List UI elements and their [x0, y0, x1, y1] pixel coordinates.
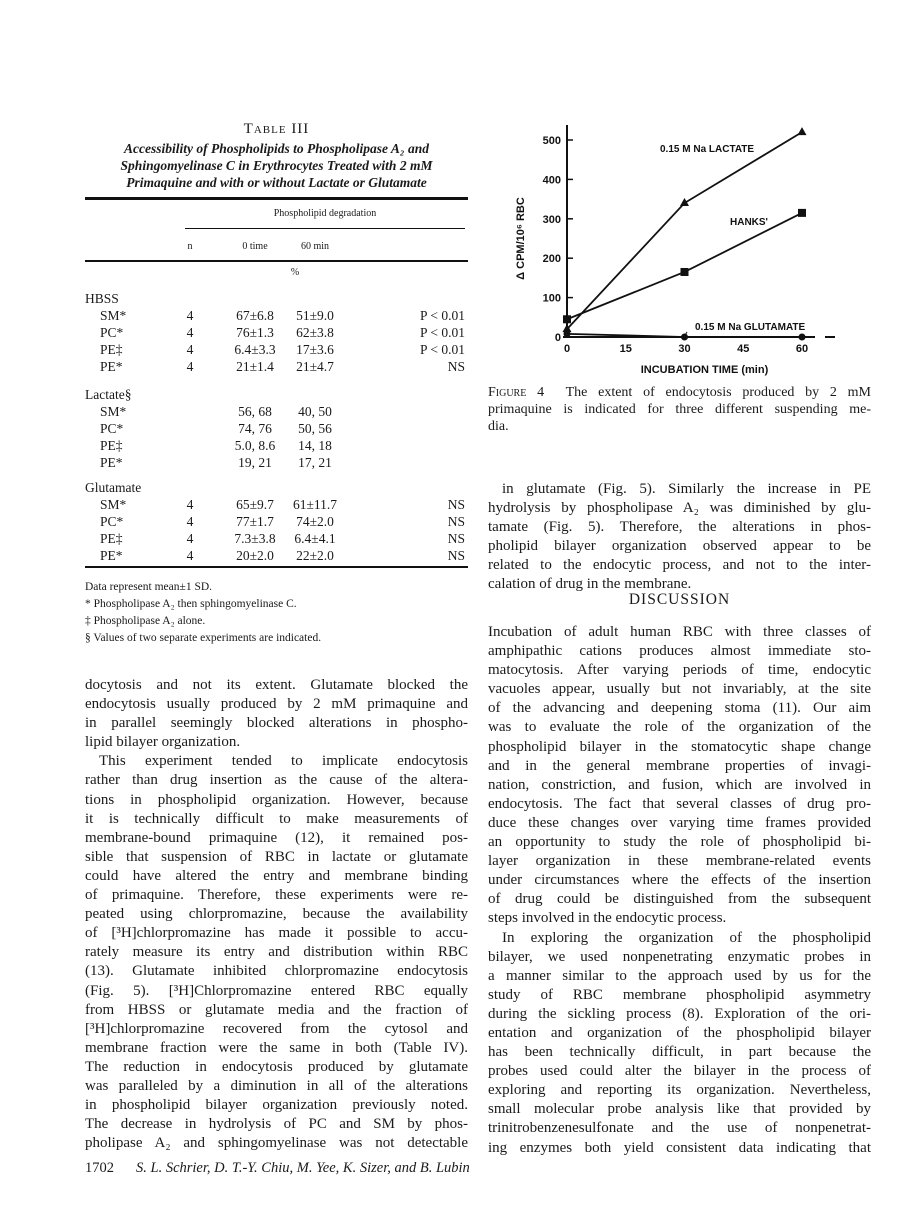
- text-line: pholipase A₂ and sphingomyelinase was not detectable: [85, 1135, 468, 1152]
- text-line: The decrease in hydrolysis of PC and SM by phos-: [85, 1116, 468, 1133]
- y-tick-label: 300: [542, 213, 561, 226]
- text-line: bilayer, we used nonpenetrating enzymatic probes in: [488, 948, 871, 965]
- table-cell-60-min: 40, 50: [298, 404, 332, 419]
- figure-caption-line: primaquine is indicated for three different suspending me-: [488, 402, 871, 417]
- table-cell-0-time: 21±1.4: [236, 359, 274, 374]
- text-line: layer organization in these membrane-related events: [488, 853, 871, 870]
- text-line: in phospholipid bilayer organization previously noted.: [85, 1097, 468, 1114]
- table-cell-60-min: 14, 18: [298, 438, 332, 453]
- x-tick-label: 30: [678, 343, 691, 355]
- text-line: study of RBC membrane phospholipid asymmetry: [488, 986, 871, 1003]
- table-cell-60-min: 51±9.0: [296, 308, 334, 323]
- text-line: an opportunity to study the role of phospholipid bi-: [488, 834, 871, 851]
- y-tick-label: 500: [542, 135, 561, 147]
- text-line: The reduction in endocytosis produced by glutamate: [85, 1058, 468, 1075]
- table-title-number: III: [291, 121, 310, 137]
- table-cell-60-min: 6.4±4.1: [294, 531, 336, 546]
- table-row-label: PE*: [100, 455, 123, 470]
- text-line: phospholipid bilayer in the stomatocytic shape change: [488, 738, 871, 755]
- text-line: sible that suspension of RBC in lactate or glutamate: [85, 848, 468, 865]
- table-cell-60-min: 17, 21: [298, 455, 332, 470]
- data-point-square: [681, 268, 689, 276]
- series-label: HANKS': [730, 217, 768, 228]
- series-label: 0.15 M Na GLUTAMATE: [695, 322, 806, 333]
- table-cell-p: NS: [447, 497, 465, 512]
- figure-caption: [488, 384, 871, 435]
- table-cell-60-min: 74±2.0: [296, 514, 334, 529]
- table-cell-60-min: 61±11.7: [292, 497, 338, 512]
- text-line: has been technically difficult, in part because the: [488, 1044, 871, 1061]
- table-footnote: § Values of two separate experiments are indicated.: [85, 632, 322, 644]
- text-line: amphipathic cations produces almost immediate sto-: [488, 643, 871, 660]
- table-caption-line: Accessibility of Phospholipids to Phospholipase A₂ and: [124, 141, 429, 156]
- text-line: hydrolysis by phospholipase A₂ was diminished by glu-: [488, 500, 871, 517]
- table-row-label: SM*: [100, 404, 127, 419]
- table-cell-60-min: 17±3.6: [296, 342, 334, 357]
- table-caption: [85, 140, 468, 191]
- table-cell-p: P < 0.01: [420, 308, 465, 323]
- y-tick-label: 0: [554, 332, 561, 344]
- page-number: 1702: [85, 1160, 114, 1176]
- data-point-circle: [564, 330, 571, 337]
- text-line: from HBSS or glutamate media and the fraction of: [85, 1001, 468, 1018]
- y-tick-label: 200: [542, 253, 561, 266]
- text-line: membrane-bound primaquine (12), it remained pos-: [85, 829, 468, 846]
- text-line: steps involved in the endocytic process.: [488, 910, 727, 927]
- table-footnote: Data represent mean±1 SD.: [85, 581, 213, 593]
- y-tick-label: 400: [542, 174, 561, 187]
- text-line: ing enzymes both yield consistent data indicating that: [488, 1139, 871, 1156]
- table-cell-60-min: 21±4.7: [296, 359, 334, 374]
- text-line: was paralleled by a diminution in all of the alterations: [85, 1077, 468, 1094]
- table-cell-0-time: 74, 76: [238, 421, 272, 436]
- table-cell-n: 4: [186, 308, 194, 323]
- figure-caption-label: Figure 4: [488, 385, 545, 400]
- table-cell-p: P < 0.01: [420, 342, 465, 357]
- text-line: endocytosis. The fact that several classes of drug pro-: [488, 795, 871, 812]
- table-cell-0-time: 6.4±3.3: [234, 342, 276, 357]
- text-line: probes used could alter the bilayer in the process of: [488, 1063, 871, 1080]
- table-cell-0-time: 77±1.7: [236, 514, 274, 529]
- text-line: pholipid bilayer organization observed appear to be: [488, 538, 871, 555]
- table-cell-n: 4: [186, 531, 194, 546]
- text-line: it is technically difficult to make measurements of: [85, 810, 468, 827]
- text-line: tamate (Fig. 5). Therefore, the alterations in phos-: [488, 519, 871, 536]
- table-top-rule: [85, 197, 468, 200]
- text-line: was to evaluate the role of the organization of the: [488, 719, 871, 736]
- table-row-label: PE*: [100, 359, 123, 374]
- left-column-text: [85, 676, 468, 1153]
- table-cell-0-time: 76±1.3: [236, 325, 274, 340]
- table-row-label: PE‡: [100, 531, 123, 546]
- x-tick-label: 60: [795, 343, 809, 355]
- table-unit: %: [290, 267, 300, 278]
- table-caption-line: Sphingomyelinase C in Erythrocytes Treated with 2 mM: [120, 158, 433, 173]
- table-title: [85, 121, 468, 138]
- table-cell-p: NS: [447, 514, 465, 529]
- right-column-text-top: [488, 480, 871, 595]
- text-line: endocytosis usually produced by 2 mM primaquine and: [85, 696, 468, 713]
- text-line: in glutamate (Fig. 5). Similarly the increase in PE: [502, 481, 871, 497]
- text-line: (13). Glutamate inhibited chlorpromazine endocytosis: [85, 963, 468, 980]
- text-line: (Fig. 5). [³H]Chlorpromazine entered RBC equally: [85, 982, 468, 999]
- table-row-label: PE‡: [100, 342, 123, 357]
- text-line: during the sickling process (8). Exploration of the ori-: [488, 1005, 871, 1022]
- table-header-rule: [85, 260, 468, 262]
- text-line: of [³H]chlorpromazine has made it possible to accu-: [85, 925, 468, 942]
- text-line: Incubation of adult human RBC with three classes of: [488, 624, 871, 640]
- x-axis-title: INCUBATION TIME (min): [640, 364, 769, 376]
- figure-caption-line: dia.: [488, 419, 509, 434]
- table-section-label: HBSS: [85, 291, 119, 306]
- text-line: docytosis and not its extent. Glutamate blocked the: [85, 677, 468, 693]
- text-line: membrane fraction were the same in both (Table IV).: [85, 1039, 468, 1056]
- table-cell-p: NS: [447, 531, 465, 546]
- table-row-label: PC*: [100, 514, 124, 529]
- text-line: of the advancing and deepening stoma (11). Our aim: [488, 700, 871, 717]
- text-line: of drug could be distinguished from the subsequent: [488, 891, 871, 908]
- table-cell-0-time: 20±2.0: [236, 548, 274, 563]
- x-tick-label: 0: [563, 343, 571, 355]
- table-cell-n: 4: [186, 325, 194, 340]
- table-cell-0-time: 5.0, 8.6: [234, 438, 276, 453]
- table-footnote: * Phospholipase A₂ then sphingomyelinase C.: [85, 598, 297, 610]
- table-section-label: Lactate§: [85, 387, 132, 402]
- data-point-triangle: [798, 127, 807, 135]
- text-line: trinitrobenzenesulfonate and the use of nonpenetrat-: [488, 1120, 871, 1137]
- text-line: in parallel seemingly blocked alterations in phospho-: [85, 715, 468, 732]
- table-col-n: n: [187, 241, 193, 252]
- table-cell-n: 4: [186, 342, 194, 357]
- right-column-text-bottom: [488, 623, 871, 1158]
- text-line: peated using chlorpromazine, because the availability: [85, 906, 468, 923]
- table-cell-n: 4: [186, 548, 194, 563]
- text-line: related to the endocytic process, and not to the inter-: [488, 557, 871, 574]
- text-line: under circumstances where the effects of the insertion: [488, 872, 871, 889]
- text-line: This experiment tended to implicate endocytosis: [99, 753, 468, 770]
- table-cell-n: 4: [186, 497, 194, 512]
- text-line: nation, constriction, and fusion, which are involved in: [488, 776, 871, 793]
- text-line: [³H]chlorpromazine recovered from the cytosol and: [85, 1020, 468, 1037]
- text-line: entation and organization of the phospholipid bilayer: [488, 1024, 871, 1041]
- text-line: matocytosis. After varying periods of time, endocytic: [488, 662, 871, 679]
- table-footnote: ‡ Phospholipase A₂ alone.: [85, 615, 206, 627]
- y-tick-label: 100: [542, 292, 561, 305]
- text-line: and in the general membrane properties of invagi-: [488, 757, 871, 774]
- text-line: rately measure its entry and distribution within RBC: [85, 944, 468, 961]
- figure-4-chart: [480, 115, 880, 380]
- table-row-label: SM*: [100, 308, 127, 323]
- table-row-label: PE*: [100, 548, 123, 563]
- y-axis-title: Δ CPM/10⁶ RBC: [515, 197, 527, 280]
- text-line: small molecular probe analysis like that provided by: [488, 1101, 871, 1118]
- text-line: duce these changes over varying time frames provided: [488, 814, 871, 831]
- series-line-1: [567, 213, 802, 319]
- series-label: 0.15 M Na LACTATE: [660, 144, 755, 155]
- text-line: In exploring the organization of the phospholipid: [502, 929, 871, 946]
- text-line: a manner similar to the approach used by us for the: [488, 967, 871, 984]
- text-line: could have altered the entry and membrane binding: [85, 867, 468, 884]
- table-bottom-rule: [85, 566, 468, 568]
- x-tick-label: 45: [737, 343, 750, 355]
- table-cell-0-time: 7.3±3.8: [234, 531, 276, 546]
- table-cell-60-min: 22±2.0: [296, 548, 334, 563]
- table-caption-line: Primaquine and with or without Lactate or Glutamate: [126, 175, 427, 190]
- table-row-label: SM*: [100, 497, 127, 512]
- table-group-header: Phospholipid degradation: [273, 208, 377, 219]
- data-point-circle: [799, 334, 806, 341]
- table-cell-60-min: 50, 56: [298, 421, 332, 436]
- text-line: exploring and reporting its organization. Nevertheless,: [488, 1082, 871, 1099]
- table-title-prefix: Table: [243, 121, 287, 137]
- table-cell-0-time: 65±9.7: [236, 497, 274, 512]
- discussion-heading: DISCUSSION: [628, 591, 731, 608]
- x-tick-label: 15: [619, 343, 632, 355]
- text-line: lipid bilayer organization.: [85, 734, 241, 751]
- text-line: rather than drug insertion as the cause of the altera-: [85, 772, 468, 789]
- table-col-60-min: 60 min: [300, 241, 330, 252]
- text-line: tions in phospholipid organization. However, because: [85, 791, 468, 808]
- figure-caption-line: The extent of endocytosis produced by 2 mM: [565, 385, 871, 400]
- table-group-rule: [185, 228, 465, 229]
- table-cell-0-time: 67±6.8: [236, 308, 274, 323]
- page-footer: [85, 1160, 470, 1177]
- table-col-0-time: 0 time: [242, 241, 268, 252]
- table-row-label: PC*: [100, 421, 124, 436]
- table-cell-p: NS: [447, 548, 465, 563]
- table-cell-0-time: 19, 21: [238, 455, 272, 470]
- table-cell-p: NS: [447, 359, 465, 374]
- table-section-label: Glutamate: [85, 480, 142, 495]
- data-point-square: [563, 315, 571, 323]
- table-cell-n: 4: [186, 514, 194, 529]
- table-row-label: PC*: [100, 325, 124, 340]
- table-cell-0-time: 56, 68: [238, 404, 272, 419]
- table-cell-p: P < 0.01: [420, 325, 465, 340]
- table-cell-60-min: 62±3.8: [296, 325, 334, 340]
- text-line: of primaquine. Therefore, these experiments were re-: [85, 887, 468, 904]
- data-point-square: [798, 209, 806, 217]
- authors: S. L. Schrier, D. T.-Y. Chiu, M. Yee, K. Sizer, and B. Lubin: [136, 1160, 470, 1176]
- table-cell-n: 4: [186, 359, 194, 374]
- text-line: vacuoles appear, usually but not invariably, at the site: [488, 681, 871, 698]
- text-line: calation of drug in the membrane.: [488, 576, 692, 593]
- table-row-label: PE‡: [100, 438, 123, 453]
